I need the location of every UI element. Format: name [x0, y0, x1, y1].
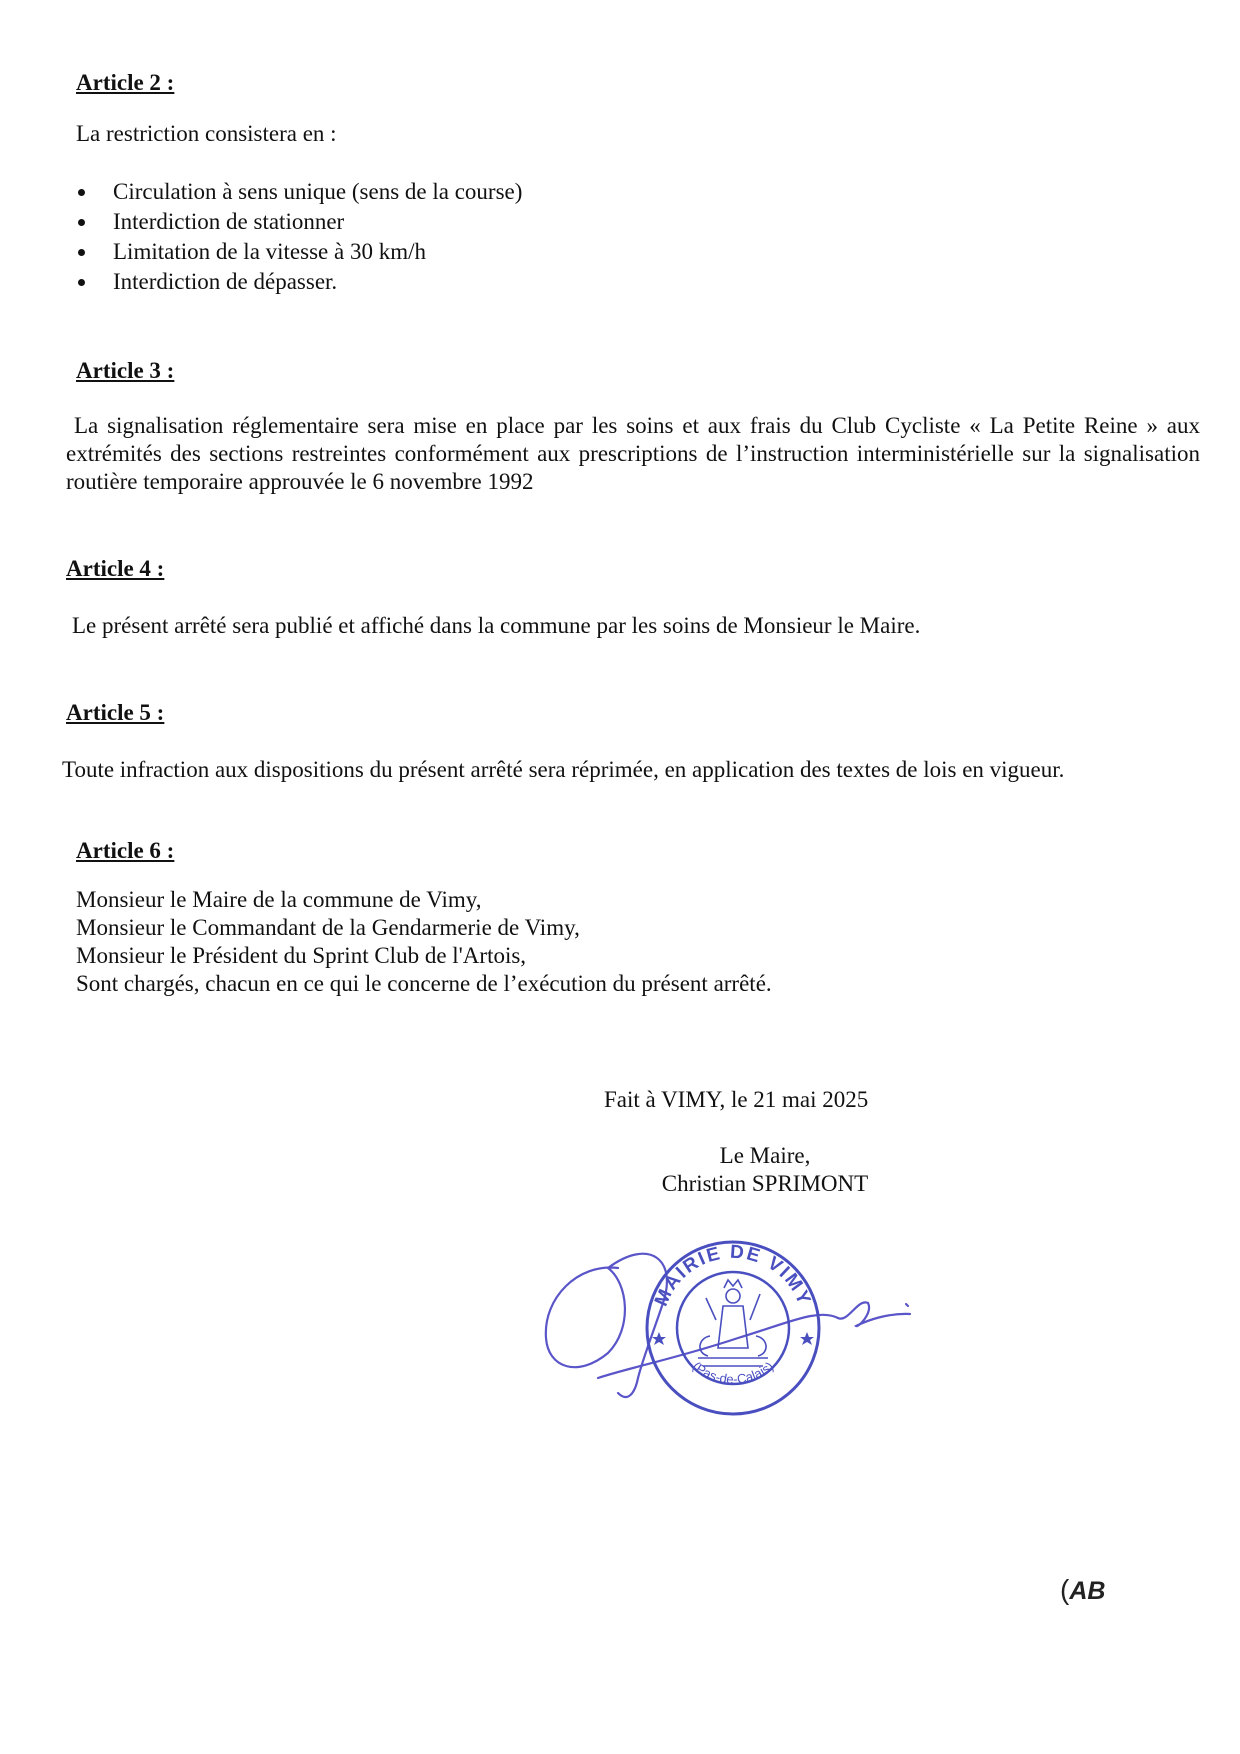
list-item: Limitation de la vitesse à 30 km/h	[78, 237, 522, 267]
recipient-line: Monsieur le Commandant de la Gendarmerie de Vimy,	[76, 915, 580, 940]
recipient-line: Sont chargés, chacun en ce qui le concerne de l’exécution du présent arrêté.	[76, 971, 772, 996]
article-2-intro: La restriction consistera en :	[76, 121, 337, 146]
emblem-figure-icon	[698, 1280, 768, 1366]
list-item: Circulation à sens unique (sens de la course)	[78, 177, 522, 207]
initials-mark: (AB	[1060, 1574, 1106, 1605]
article-5-heading: Article 5 :	[66, 700, 165, 725]
article-3-heading: Article 3 :	[76, 358, 175, 383]
recipient-line: Monsieur le Maire de la commune de Vimy,	[76, 887, 482, 912]
recipient-line: Monsieur le Président du Sprint Club de l'Artois,	[76, 943, 527, 968]
bullet-icon	[78, 219, 85, 226]
list-item: Interdiction de stationner	[78, 207, 522, 237]
restriction-list	[78, 177, 522, 297]
official-stamp	[538, 1228, 938, 1418]
article-4-text: Le présent arrêté sera publié et affiché dans la commune par les soins de Monsieur le Maire.	[72, 613, 921, 638]
article-4-heading: Article 4 :	[66, 556, 165, 581]
signatory	[600, 1142, 930, 1198]
article-6-heading: Article 6 :	[76, 838, 175, 863]
article-5-text: Toute infraction aux dispositions du présent arrêté sera réprimée, en application des textes de lois en vigueur.	[62, 757, 1065, 782]
bullet-icon	[78, 189, 85, 196]
article-2-heading: Article 2 :	[76, 70, 175, 95]
bullet-icon	[78, 279, 85, 286]
signatory-title: Le Maire,	[719, 1143, 811, 1168]
bracket-stroke-icon: (	[1060, 1574, 1070, 1605]
bullet-icon	[78, 249, 85, 256]
list-item: Interdiction de dépasser.	[78, 267, 522, 297]
article-6-recipients	[76, 886, 772, 998]
stamp-top-text: MAIRIE DE VIMY	[650, 1241, 816, 1310]
place-date: Fait à VIMY, le 21 mai 2025	[604, 1087, 869, 1112]
stamp-bottom-text: (Pas-de-Calais)	[689, 1358, 777, 1387]
signatory-name: Christian SPRIMONT	[661, 1171, 869, 1196]
article-3-text: La signalisation réglementaire sera mise en place par les soins et aux frais du Club Cycliste « La Petite Reine » aux extrémités des sections restreintes conformément aux prescriptions de l’instruction interministérielle sur la signalisation routière temporaire approuvée le 6 novembre 1992	[66, 413, 1200, 494]
